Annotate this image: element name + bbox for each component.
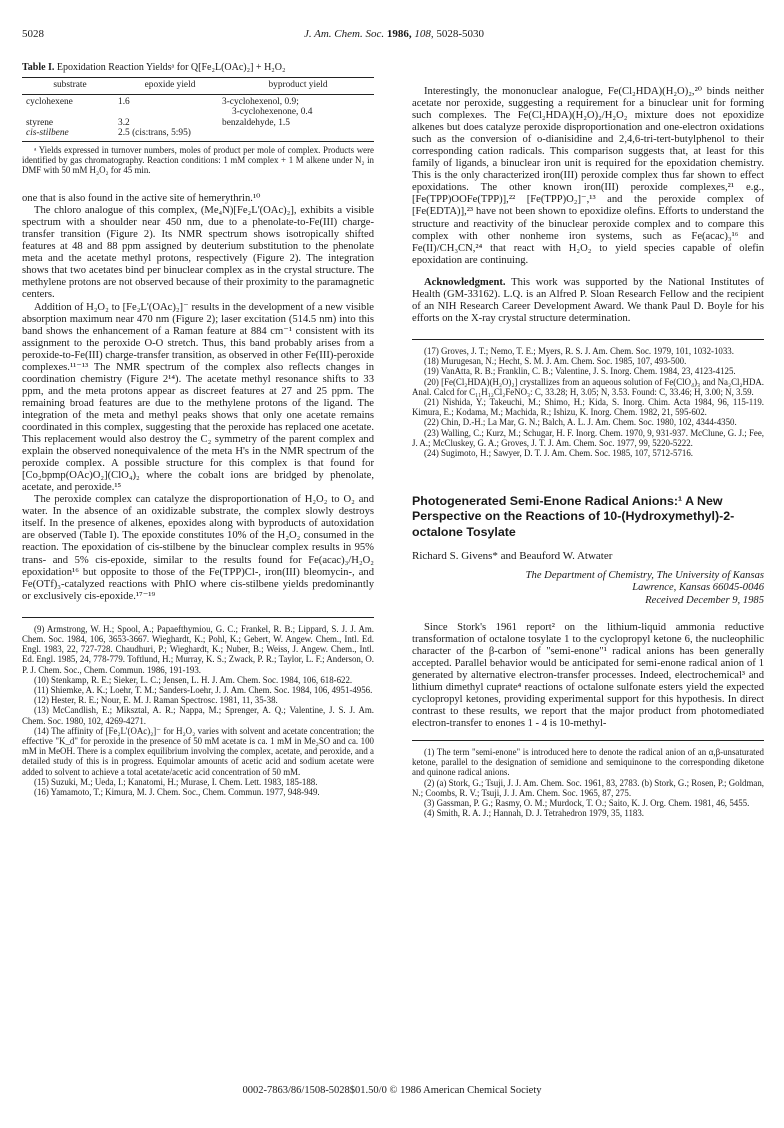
- reference-list: [412, 747, 764, 818]
- reference-item: (13) McCandlish, E.; Miksztal, A. R.; Nappa, M.; Sprenger, A. Q.; Valentine, J. S. J. Am. Chem. Soc. 1980, 102, 4269-4271.: [22, 705, 374, 726]
- reference-item: (10) Stenkamp, R. E.; Sieker, L. C.; Jensen, L. H. J. Am. Chem. Soc. 1984, 106, 618-622.: [34, 674, 353, 685]
- reference-item: (20) [Fe(Cl₂HDA)(H₂O)₂] crystallizes from an aqueous solution of Fe(ClO₄)₃ and Na₂Cl₂HDA. Anal. Calcd for C₁₁H₁₂Cl₂FeNO₃: C, 33.28; H, 3.05; N, 3.53. Found: C, 33.46; H, 3.00; N, 3.59.: [412, 376, 764, 397]
- reference-list: [412, 346, 764, 458]
- table-row: [22, 118, 374, 129]
- body-paragraph: Since Stork's 1961 report² on the lithium-liquid ammonia reductive transformation of octalone tosylate 1 to the cyclopropyl ketone 6, the nucleophilic character of the β-carbon of "semi-enone"¹ radical anions has been generally accepted. Parallel behavior would be anticipated for semi-enone radical anion of 1 generated by alternative electron-transfer processes. Indeed, electrochemical³ and lithium dimethyl cuprate⁴ reactions of octalone sulfonate esters yield the expected cyclopropyl ketones, providing experimental support for this hypothesis. In direct contrast to these results, we report that the major product from photomediated electron-transfer to enones 1 - 4 is 10-methyl-: [412, 621, 764, 729]
- reference-item: (2) (a) Stork, G.; Tsuji, J. J. Am. Chem. Soc. 1961, 83, 2783. (b) Stork, G.; Rosen, P.; Goldman, N.; Coombs, R. V.; Tsuji, J. J. Am. Chem. Soc. 1965, 87, 275.: [412, 777, 764, 798]
- page-number: 5028: [22, 28, 44, 40]
- reference-list: [22, 624, 374, 797]
- reference-item: (19) VanAtta, R. B.; Franklin, C. B.; Valentine, J. S. Inorg. Chem. 1984, 23, 4123-4125.: [424, 366, 736, 377]
- table-row: [22, 94, 374, 107]
- reference-item: (17) Groves, J. T.; Nemo, T. E.; Myers, R. S. J. Am. Chem. Soc. 1979, 101, 1032-1033.: [424, 345, 734, 356]
- reference-item: (3) Gassman, P. G.; Rasmy, O. M.; Murdock, T. O.; Saito, K. J. Org. Chem. 1981, 46, 5455.: [424, 797, 750, 808]
- reference-item: (22) Chin, D.-H.; La Mar, G. N.; Balch, A. L. J. Am. Chem. Soc. 1980, 102, 4344-4350.: [424, 417, 737, 428]
- table-cell: 2.5 (cis:trans, 5:95): [118, 128, 222, 141]
- body-paragraph: The chloro analogue of this complex, (Me₄N)[Fe₂L'(OAc)₂], exhibits a visible spectrum with a shoulder near 450 nm, due to a phenolate-to-Fe(III) charge-transfer transition (Figure 2). Its NMR spectrum shows isotropically shifted features at 48 and 88 ppm assigned by deuterium substitution to the phenolate meta and the acetate methyl protons, respectively (Figure 2). The integration shows that two acetates bind per binuclear complex as in the crystal structure. The methylene protons are not observed because of their proximity to the paramagnetic centers.: [22, 205, 374, 301]
- reference-item: (11) Shiemke, A. K.; Loehr, T. M.; Sanders-Loehr, J. J. Am. Chem. Soc. 1984, 106, 4951-4956.: [34, 684, 373, 695]
- received-date: Received December 9, 1985: [645, 594, 764, 606]
- reference-item: (21) Nishida, Y.; Takeuchi, M.; Shimo, H.; Kida, S. Inorg. Chim. Acta 1984, 96, 115-119. Kimura, E.; Kodama, M.; Machida, R.; Ishizu, K. Inorg. Chem. 1982, 21, 595-602.: [412, 396, 764, 418]
- table-header-cell: byproduct yield: [222, 78, 374, 95]
- acknowledgment-label: Acknowledgment.: [424, 276, 506, 288]
- table-header-row: [22, 78, 374, 95]
- running-header: [22, 28, 766, 42]
- table-cell: 3-cyclohexenol, 0.9;: [222, 96, 299, 107]
- body-paragraph: Addition of H₂O₂ to [Fe₂L'(OAc)₂]⁻ results in the development of a new visible absorption maximum near 470 nm (Figure 2); laser excitation (514.5 nm) into this band shows the enhancement of a Raman feature at 884 cm⁻¹ consistent with its assignment to the peroxide O-O stretch. Thus, this band probably arises from a peroxide-to-Fe(III) charge-transfer transition, as observed in other Fe(III)-peroxide complexes.¹¹⁻¹³ The NMR spectrum of the complex also reflects changes in coordination chemistry (Figure 2¹⁴). The acetate methyl resonance shifts to 33 ppm, and the meta protons appear as discreet features at 27 and 25 ppm. The remaining broad features are due to the methylene protons of the ligand. The integration of the meta and methyl peaks shows that only one acetate remains coordinated in this complex, suggesting that the peroxide has replaced one acetate. This replacement would also destroy the C₂ symmetry of the parent complex and explain the observed nonequivalence of the meta H's in the NMR spectrum of the peroxide complex. A possible structure for this complex is that found for [Co₂bpmp(OAc)O₂](ClO₄)₂ where the cobalt ions are bridged by phenolate, acetate, and peroxide.¹⁵: [22, 301, 374, 494]
- reference-item: (9) Armstrong, W. H.; Spool, A.; Papaefthymiou, G. C.; Frankel, R. B.; Lippard, S. J. J. Am. Chem. Soc. 1984, 106, 3653-3667. Wieghardt, K.; Pohl, K.; Gebert, W. Angew. Chem., Intl. Ed. Engl. 1983, 22, 727-728. Chaudhuri, P.; Wieghardt, K.; Nuber, B.; Weiss, J. Angew. Chem., Intl. Ed. Engl. 1985, 24, 778-779. Toftlund, H.; Murray, K. S.; Zwack, P. R.; Taylor, L. F.; Anderson, O. P. J. Chem. Soc., Chem. Commun. 1986, 191-193.: [22, 623, 374, 675]
- acknowledgment-text: This work was supported by the National Institutes of Health (GM-33162). L.Q. is an Alfred P. Sloan Research Fellow and the recipient of an NIH Research Career Development Award. We thank Paul D. Boyle for his efforts on the X-ray crystal structure determination.: [412, 276, 764, 324]
- table-cell: cis-stilbene: [22, 128, 118, 141]
- reference-item: (16) Yamamoto, T.; Kimura, M. J. Chem. Soc., Chem. Commun. 1977, 948-949.: [34, 786, 320, 797]
- reference-item: (18) Murugesan, N.; Hecht, S. M. J. Am. Chem. Soc. 1985, 107, 493-500.: [424, 356, 687, 367]
- reference-item: (15) Suzuki, M.; Ueda, I.; Kanatomi, H.; Murase, I. Chem. Lett. 1983, 185-188.: [34, 776, 318, 787]
- table-cell: [118, 107, 222, 118]
- reference-item: (1) The term "semi-enone" is introduced here to denote the radical anion of an α,β-unsaturated ketone, parallel to the designation of semidione and semiquinone to the corresponding diketone and quinone radical anions.: [412, 746, 764, 778]
- table-cell: [222, 128, 374, 141]
- article-title: Photogenerated Semi-Enone Radical Anions:¹ A New Perspective on the Reactions of 10-(Hydroxymethyl)-2-octalone Tosylate: [412, 494, 735, 539]
- table-row: [22, 128, 374, 141]
- journal-year: 1986,: [386, 28, 412, 40]
- acknowledgment: [412, 277, 764, 325]
- body-paragraph: Interestingly, the mononuclear analogue, Fe(Cl₂HDA)(H₂O)₂,²⁰ binds neither acetate nor peroxide, suggesting a requirement for a binuclear unit for forming such complexes. The Fe(Cl₂HDA)(H₂O)₂/H₂O₂ mixture does not epoxidize alkenes but does catalyze peroxide disproportionation and one-electron oxidations such as the conversion of o-dianisidine and 2,4,6-tri-tert-butylphenol to their corresponding cation radicals. This comparison suggests that, at least for this family of ligands, a binuclear iron unit is required for the epoxidation chemistry. This is the only characterized iron(III) peroxide complex thus far shown to effect epoxidations. The other known iron(III) peroxide complexes,²¹ e.g., [Fe(TPP)OOFe(TPP)],²² [Fe(TPP)O₂]⁻,¹³ and the peroxide complex of [Fe(EDTA)],²³ have not been shown to epoxidize olefins. Efforts to understand the structure and reactivity of the binuclear peroxide complex and to compare this complex with other nonheme iron systems, such as Fe(acac)₃¹⁶ and Fe(II)/CH₃CN,²⁴ that react with H₂O₂ to yield species capable of olefin epoxidation are continuing.: [412, 86, 764, 266]
- reference-item: (23) Walling, C.; Kurz, M.; Schugar, H. F. Inorg. Chem. 1970, 9, 931-937. McClune, G. J.; Fee, J. A.; McCluskey, G. A.; Groves, J. T. J. Am. Chem. Soc. 1977, 99, 5220-5222.: [412, 427, 764, 448]
- right-column: [412, 86, 764, 818]
- table-footnote: ᵃ Yields expressed in turnover numbers, moles of product per mole of complex. Products were identified by gas chromatography. Reaction conditions: 1 mM complex + 1 M alkene under N₂ in DMF with 50 mM H₂O₂ for 45 min.: [22, 144, 374, 175]
- affiliation-line: The Department of Chemistry, The University of Kansas: [525, 569, 764, 581]
- reference-item: (14) The affinity of [Fe₂L'(OAc)₂]⁻ for H₂O₂ varies with solvent and acetate concentration; the effective "K_d" for peroxide in the presence of 50 mM acetate is ca. 1 mM in Me₂SO and ca. 100 mM in MeOH. There is a complex equilibrium involving the complex, acetate, and peroxide, and a detailed study of this is in progress. Equimolar amounts of acetic acid and sodium acetate were added to solvent to achieve a total acetate/acetic acid concentration of 50 mM.: [22, 725, 374, 777]
- table-cell: cyclohexene: [26, 96, 73, 107]
- body-paragraph: The peroxide complex can catalyze the disproportionation of H₂O₂ to O₂ and water. In the absence of an oxidizable substrate, the complex slowly destroys itself. In the presence of alkenes, epoxides along with byproducts of autoxidation are observed (Table I). The epoxide constitutes 10% of the H₂O₂ consumed in the reaction. The epoxidation of cis-stilbene by the binuclear complex results in 95% trans- and 5% cis-epoxide, similar to the results found for Fe(acac)₃/H₂O₂ epoxidation¹⁶ but opposite to those of the Fe(TPP)Cl-, iron(III) bleomycin-, and Fe(OTf)₃-catalyzed reactions with PhIO where cis-stilbene yields predominantly or exclusively cis-epoxide.¹⁷⁻¹⁹: [22, 494, 374, 602]
- article-affiliation: [412, 570, 764, 608]
- table-cell: benzaldehyde, 1.5: [222, 117, 290, 128]
- journal-citation: [22, 28, 766, 40]
- table-header-cell: substrate: [22, 78, 118, 95]
- table-caption-text: Epoxidation Reaction Yieldsᵃ for Q[Fe₂L(OAc)₂] + H₂O₂: [56, 62, 286, 73]
- table-cell: [22, 107, 118, 118]
- journal-volume: 108,: [414, 28, 434, 40]
- epoxidation-table: [22, 77, 374, 142]
- journal-name: J. Am. Chem. Soc.: [303, 28, 385, 40]
- left-column: [22, 62, 374, 797]
- reference-item: (4) Smith, R. A. J.; Hannah, D. J. Tetrahedron 1979, 35, 1183.: [424, 808, 645, 819]
- journal-pages: 5028-5030: [436, 28, 485, 40]
- affiliation-line: Lawrence, Kansas 66045-0046: [632, 582, 764, 594]
- reference-item: (12) Hester, R. E.; Nour, E. M. J. Raman Spectrosc. 1981, 11, 35-38.: [34, 695, 278, 706]
- table-label: Table I.: [22, 62, 55, 73]
- table-header-cell: epoxide yield: [118, 78, 222, 95]
- page-footer: 0002-7863/86/1508-5028$01.50/0 © 1986 American Chemical Society: [242, 1085, 542, 1096]
- table-row: [22, 107, 374, 118]
- body-paragraph: one that is also found in the active site of hemerythrin.¹⁰: [22, 193, 261, 205]
- table-cell: styrene: [26, 117, 54, 128]
- table-cell: 3.2: [118, 117, 130, 128]
- table-cell: 1.6: [118, 96, 130, 107]
- table-cell: 3-cyclohexenone, 0.4: [232, 107, 313, 117]
- article-authors: Richard S. Givens* and Beauford W. Atwater: [412, 549, 613, 562]
- reference-item: (24) Sugimoto, H.; Sawyer, D. T. J. Am. Chem. Soc. 1985, 107, 5712-5716.: [424, 447, 694, 458]
- table-caption: [22, 62, 374, 74]
